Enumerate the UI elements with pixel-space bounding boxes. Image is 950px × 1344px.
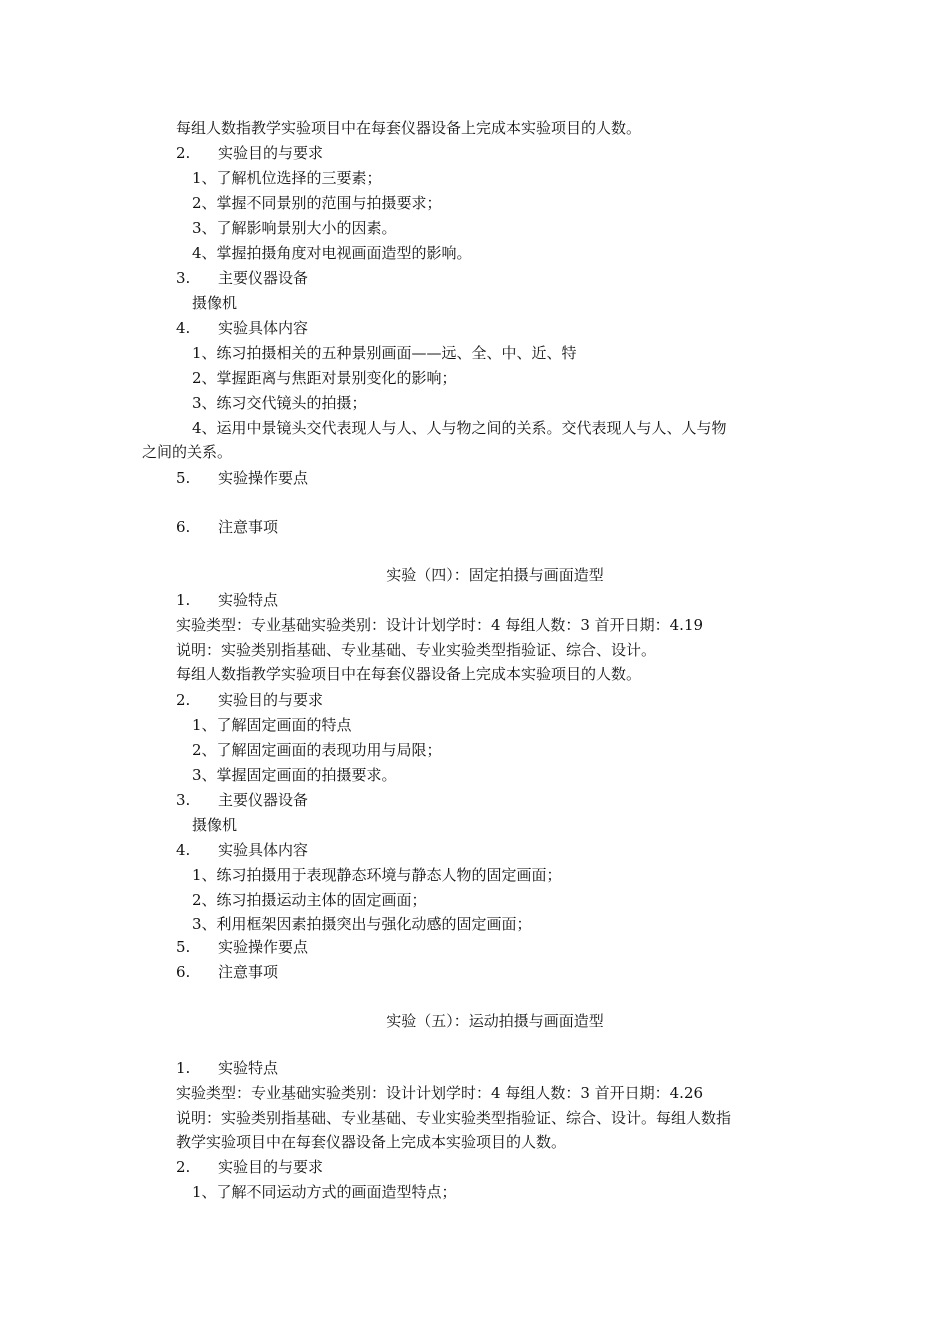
list-item: 3、利用框架因素拍摄突出与强化动感的固定画面；	[192, 915, 532, 933]
section-heading: 实验目的与要求	[218, 691, 324, 709]
section-number: 5.	[176, 938, 191, 956]
section-number: 3.	[176, 791, 191, 809]
list-item: 2、掌握不同景别的范围与拍摄要求；	[192, 194, 442, 212]
description-line: 教学实验项目中在每套仪器设备上完成本实验项目的人数。	[176, 1133, 567, 1151]
paragraph-group-size: 每组人数指教学实验项目中在每套仪器设备上完成本实验项目的人数。	[176, 119, 642, 137]
list-item: 1、练习拍摄用于表现静态环境与静态人物的固定画面；	[192, 866, 562, 884]
section-heading: 实验目的与要求	[218, 1158, 324, 1176]
equipment-text: 摄像机	[192, 816, 238, 834]
section-number: 5.	[176, 469, 191, 487]
section-heading: 主要仪器设备	[218, 269, 309, 287]
list-item: 3、练习交代镜头的拍摄；	[192, 394, 367, 412]
list-item: 1、练习拍摄相关的五种景别画面——远、全、中、近、特	[192, 344, 577, 362]
experiment-title: 实验（四）：固定拍摄与画面造型	[386, 566, 604, 584]
section-heading: 注意事项	[218, 518, 279, 536]
list-item: 1、了解不同运动方式的画面造型特点；	[192, 1183, 457, 1201]
experiment-type-line: 实验类型：专业基础实验类别：设计计划学时：4 每组人数：3 首开日期：4.19	[176, 616, 704, 634]
section-heading: 注意事项	[218, 963, 279, 981]
list-item: 4、运用中景镜头交代表现人与人、人与物之间的关系。交代表现人与人、人与物	[192, 419, 727, 437]
section-number: 2.	[176, 1158, 191, 1176]
list-item-continuation: 之间的关系。	[142, 443, 233, 461]
section-heading: 实验操作要点	[218, 469, 309, 487]
section-heading: 实验特点	[218, 1059, 279, 1077]
list-item: 1、了解固定画面的特点	[192, 716, 352, 734]
section-heading: 实验特点	[218, 591, 279, 609]
section-number: 6.	[176, 963, 191, 981]
equipment-text: 摄像机	[192, 294, 238, 312]
list-item: 1、了解机位选择的三要素；	[192, 169, 382, 187]
section-heading: 实验具体内容	[218, 319, 309, 337]
description-line: 每组人数指教学实验项目中在每套仪器设备上完成本实验项目的人数。	[176, 665, 642, 683]
section-number: 2.	[176, 691, 191, 709]
list-item: 2、掌握距离与焦距对景别变化的影响；	[192, 369, 457, 387]
description-line: 说明：实验类别指基础、专业基础、专业实验类型指验证、综合、设计。	[176, 641, 657, 659]
experiment-title: 实验（五）：运动拍摄与画面造型	[386, 1012, 604, 1030]
section-number: 3.	[176, 269, 191, 287]
experiment-type-line: 实验类型：专业基础实验类别：设计计划学时：4 每组人数：3 首开日期：4.26	[176, 1084, 704, 1102]
section-heading: 实验具体内容	[218, 841, 309, 859]
list-item: 2、了解固定画面的表现功用与局限；	[192, 741, 442, 759]
section-number: 4.	[176, 841, 191, 859]
section-heading: 实验目的与要求	[218, 144, 324, 162]
section-heading: 主要仪器设备	[218, 791, 309, 809]
list-item: 3、掌握固定画面的拍摄要求。	[192, 766, 397, 784]
list-item: 4、掌握拍摄角度对电视画面造型的影响。	[192, 244, 472, 262]
section-number: 2.	[176, 144, 191, 162]
section-number: 4.	[176, 319, 191, 337]
list-item: 2、练习拍摄运动主体的固定画面；	[192, 891, 427, 909]
section-number: 1.	[176, 591, 191, 609]
list-item: 3、了解影响景别大小的因素。	[192, 219, 397, 237]
section-number: 1.	[176, 1059, 191, 1077]
description-line: 说明：实验类别指基础、专业基础、专业实验类型指验证、综合、设计。每组人数指	[176, 1109, 732, 1127]
section-heading: 实验操作要点	[218, 938, 309, 956]
section-number: 6.	[176, 518, 191, 536]
